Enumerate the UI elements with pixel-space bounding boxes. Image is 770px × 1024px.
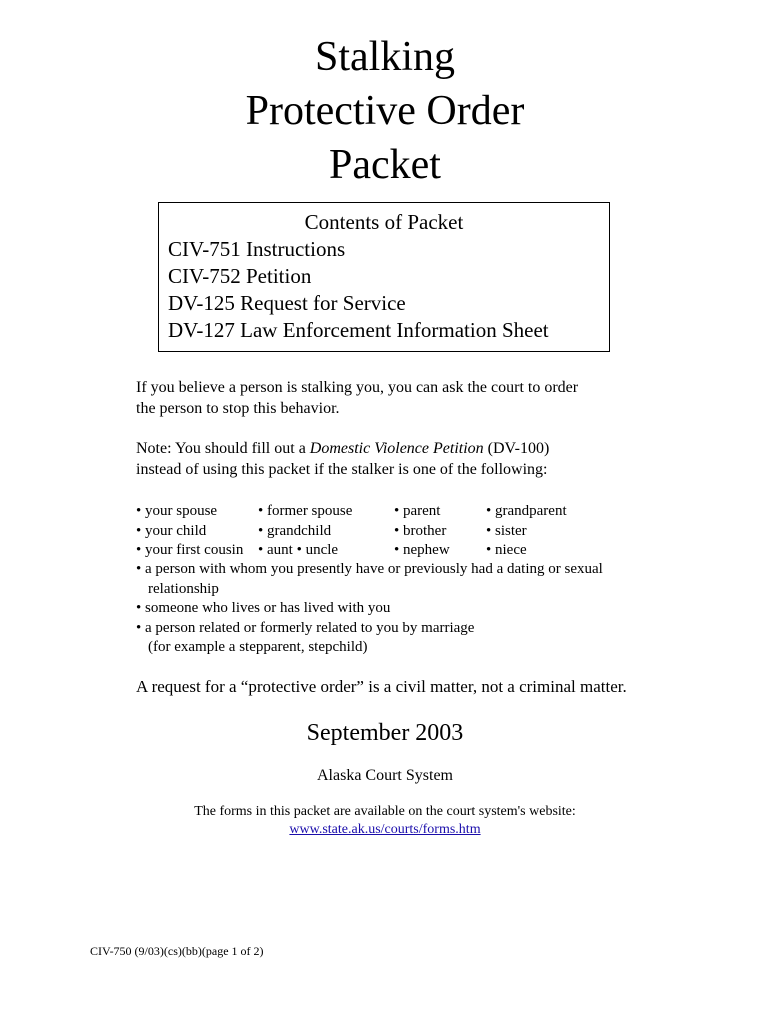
website-text: The forms in this packet are available on the court system's website:	[194, 804, 576, 819]
intro-line-1: If you believe a person is stalking you, you can ask the court to order	[136, 379, 579, 396]
intro-line-2: the person to stop this behavior.	[136, 400, 340, 417]
website-notice	[0, 803, 770, 839]
title-line-1: Stalking	[314, 34, 455, 80]
relation-marriage-example: (for example a stepparent, stepchild)	[148, 639, 368, 655]
relation-item: • brother	[394, 522, 447, 539]
contents-item: DV-127 Law Enforcement Information Sheet	[168, 318, 549, 342]
relation-item: • grandparent	[486, 503, 567, 519]
civil-matter-note: A request for a “protective order” is a civil matter, not a criminal matter.	[136, 677, 627, 696]
contents-item: CIV-751 Instructions	[168, 237, 346, 261]
relation-lives-with: • someone who lives or has lived with you	[136, 600, 391, 616]
intro-paragraph	[136, 377, 676, 419]
relation-item: • your first cousin	[136, 542, 244, 558]
relation-item: • nephew	[394, 542, 450, 558]
contents-item: DV-125 Request for Service	[168, 291, 406, 315]
relation-item: • aunt • uncle	[258, 542, 339, 558]
relation-dating-cont: relationship	[148, 580, 219, 597]
contents-item: CIV-752 Petition	[168, 264, 312, 288]
title-line-2: Protective Order	[245, 88, 525, 134]
title-line-3: Packet	[329, 142, 441, 188]
relation-dating: • a person with whom you presently have or previously had a dating or sexual	[136, 561, 603, 577]
website-link[interactable]: www.state.ak.us/courts/forms.htm	[289, 822, 481, 837]
relation-item: • your spouse	[136, 503, 218, 519]
note-line-1	[136, 438, 676, 459]
relation-marriage: • a person related or formerly related to you by marriage	[136, 619, 475, 636]
relation-item: • parent	[394, 503, 441, 519]
note-prefix: Note: You should fill out a	[136, 440, 310, 457]
contents-heading: Contents of Packet	[304, 210, 464, 234]
document-title	[0, 30, 770, 192]
note-suffix: (DV-100)	[483, 440, 550, 457]
note-paragraph	[136, 438, 676, 480]
organization-name: Alaska Court System	[317, 767, 453, 784]
relations-list	[136, 560, 676, 658]
note-form-name: Domestic Violence Petition	[309, 440, 484, 457]
relation-item: • grandchild	[258, 522, 332, 539]
note-line-2: instead of using this packet if the stalker is one of the following:	[136, 461, 548, 478]
relation-item: • niece	[486, 542, 527, 558]
relation-item: • former spouse	[258, 503, 353, 519]
publication-date: September 2003	[306, 720, 464, 746]
relation-item: • your child	[136, 522, 207, 539]
form-footer: CIV-750 (9/03)(cs)(bb)(page 1 of 2)	[90, 944, 264, 958]
relation-item: • sister	[486, 522, 527, 539]
contents-box	[158, 202, 610, 352]
